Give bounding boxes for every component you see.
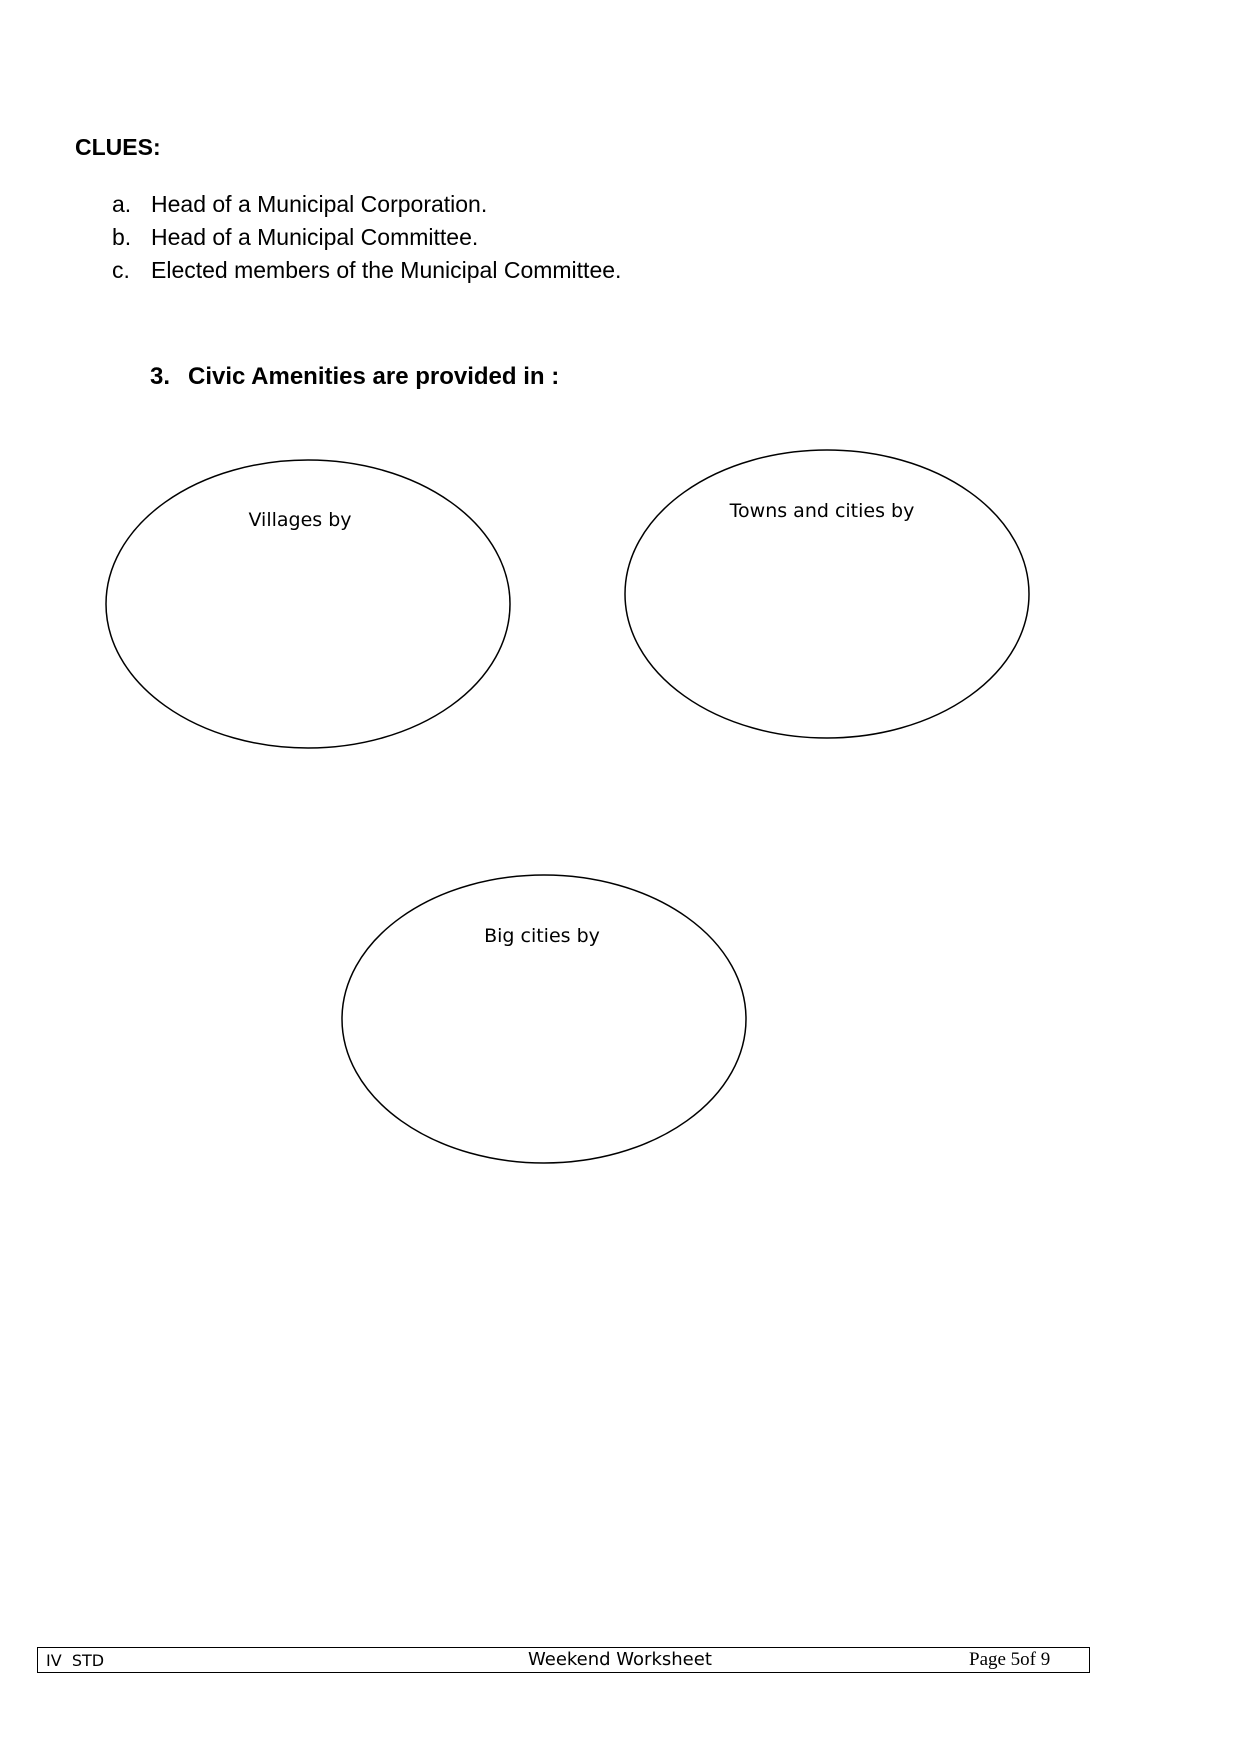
question-heading: [150, 363, 559, 391]
clue-letter: a.: [112, 191, 132, 217]
page-footer: [37, 1647, 1090, 1673]
clue-text: Head of a Municipal Committee.: [151, 224, 479, 250]
clue-text: Elected members of the Municipal Committee.: [151, 257, 622, 283]
clue-item-a: [112, 188, 621, 221]
villages-oval: [106, 460, 510, 748]
clue-item-b: [112, 221, 621, 254]
big-cities-oval: [342, 875, 746, 1163]
towns-label: Towns and cities by: [729, 500, 915, 522]
clues-heading: CLUES:: [75, 134, 161, 160]
footer-class: IV STD: [46, 1651, 105, 1670]
towns-oval: [625, 450, 1029, 738]
footer-page-number: Page 5of 9: [969, 1649, 1051, 1670]
question-text: Civic Amenities are provided in :: [188, 363, 560, 390]
footer-title: Weekend Worksheet: [528, 1649, 712, 1670]
clue-text: Head of a Municipal Corporation.: [151, 191, 488, 217]
big-cities-label: Big cities by: [484, 925, 600, 947]
clue-item-c: [112, 254, 621, 287]
clue-letter: c.: [112, 257, 130, 283]
villages-label: Villages by: [248, 509, 352, 531]
clues-list: [112, 188, 621, 287]
clue-letter: b.: [112, 224, 132, 250]
question-number: 3.: [150, 363, 171, 390]
